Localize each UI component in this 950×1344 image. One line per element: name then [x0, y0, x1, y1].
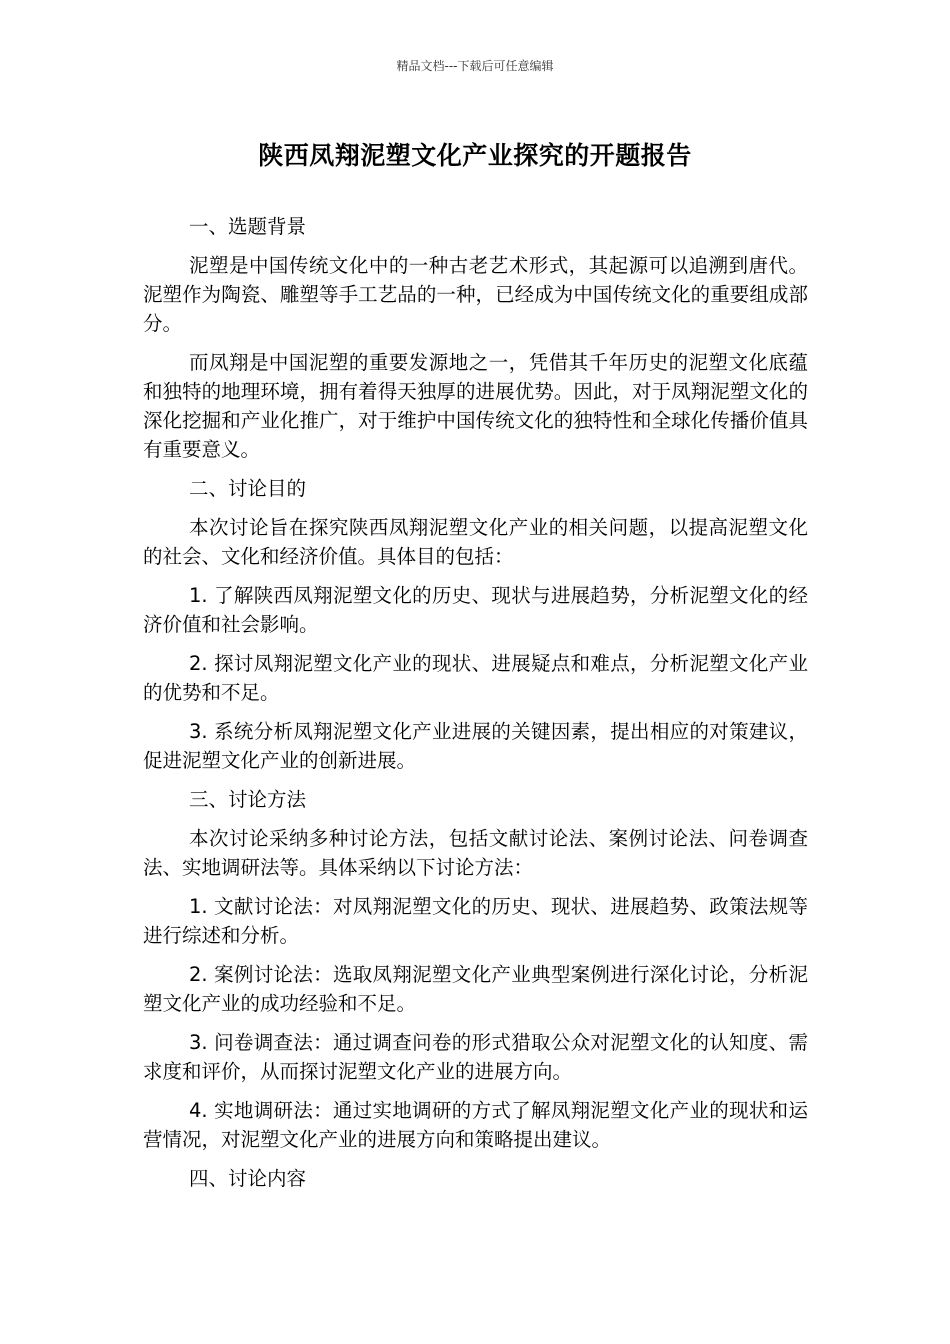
list-item: 3. 问卷调查法：通过调查问卷的形式猎取公众对泥塑文化的认知度、需求度和评价，从而探讨泥塑文化产业的进展方向。 — [143, 1031, 808, 1083]
section-heading-methods: 三、讨论方法 — [189, 788, 307, 811]
section-heading-purpose: 二、讨论目的 — [189, 477, 307, 500]
section-heading-content: 四、讨论内容 — [189, 1167, 307, 1190]
list-item: 2. 探讨凤翔泥塑文化产业的现状、进展疑点和难点，分析泥塑文化产业的优势和不足。 — [143, 652, 808, 704]
paragraph: 而凤翔是中国泥塑的重要发源地之一，凭借其千年历史的泥塑文化底蕴和独特的地理环境，拥有着得天独厚的进展优势。因此，对于凤翔泥塑文化的深化挖掘和产业化推广，对于维护中国传统文化的独特性和全球化传播价值具有重要意义。 — [143, 351, 808, 461]
list-item: 1. 了解陕西凤翔泥塑文化的历史、现状与进展趋势，分析泥塑文化的经济价值和社会影响。 — [143, 584, 808, 636]
document-title: 陕西凤翔泥塑文化产业探究的开题报告 — [258, 141, 692, 170]
paragraph: 泥塑是中国传统文化中的一种古老艺术形式，其起源可以追溯到唐代。泥塑作为陶瓷、雕塑等手工艺品的一种，已经成为中国传统文化的重要组成部分。 — [143, 254, 808, 335]
document-body — [143, 212, 808, 1203]
list-item: 1. 文献讨论法：对凤翔泥塑文化的历史、现状、进展趋势、政策法规等进行综述和分析。 — [143, 895, 808, 947]
page-header: 精品文档---下载后可任意编辑 — [396, 59, 554, 73]
list-item: 3. 系统分析凤翔泥塑文化产业进展的关键因素，提出相应的对策建议，促进泥塑文化产业的创新进展。 — [143, 720, 808, 772]
list-item: 2. 案例讨论法：选取凤翔泥塑文化产业典型案例进行深化讨论，分析泥塑文化产业的成功经验和不足。 — [143, 963, 808, 1015]
paragraph: 本次讨论采纳多种讨论方法，包括文献讨论法、案例讨论法、问卷调查法、实地调研法等。具体采纳以下讨论方法： — [143, 827, 808, 879]
section-heading-background: 一、选题背景 — [189, 215, 307, 238]
paragraph: 本次讨论旨在探究陕西凤翔泥塑文化产业的相关问题，以提高泥塑文化的社会、文化和经济价值。具体目的包括： — [143, 516, 808, 568]
list-item: 4. 实地调研法：通过实地调研的方式了解凤翔泥塑文化产业的现状和运营情况，对泥塑文化产业的进展方向和策略提出建议。 — [143, 1099, 808, 1151]
